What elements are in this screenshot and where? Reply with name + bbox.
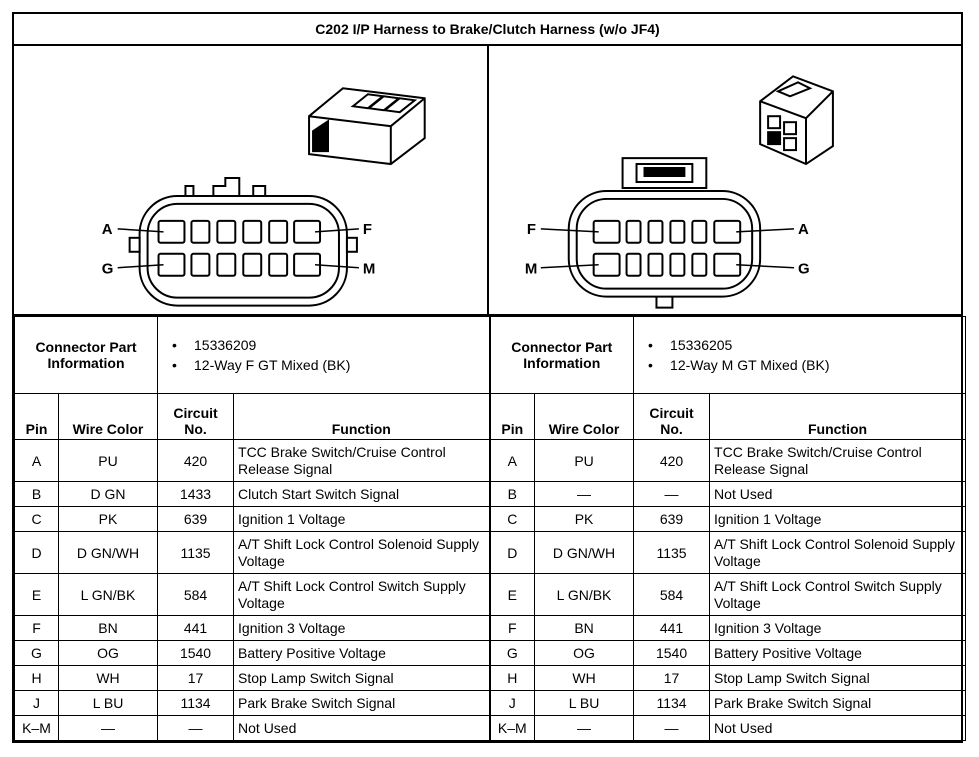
header-circuit: Circuit No. (634, 394, 710, 440)
left-info-list (158, 317, 490, 394)
pin-cell: A (15, 440, 59, 482)
wire-color-cell: — (535, 716, 634, 741)
wire-color-cell: BN (535, 616, 634, 641)
function-cell: A/T Shift Lock Control Switch Supply Voltage (234, 574, 490, 616)
header-circuit: Circuit No. (158, 394, 234, 440)
function-cell: Not Used (710, 716, 966, 741)
wire-color-cell: — (535, 482, 634, 507)
table-row (15, 482, 966, 507)
circuit-cell: 17 (158, 666, 234, 691)
pin-cell: C (15, 507, 59, 532)
connector-info-row (15, 317, 966, 394)
function-cell: Ignition 3 Voltage (234, 616, 490, 641)
wire-color-cell: OG (59, 641, 158, 666)
wire-color-cell: D GN/WH (535, 532, 634, 574)
circuit-cell: 441 (158, 616, 234, 641)
wire-color-cell: OG (535, 641, 634, 666)
sheet-title: C202 I/P Harness to Brake/Clutch Harness (w/o JF4) (14, 14, 961, 46)
pin-label-m: M (524, 260, 537, 278)
table-row (15, 616, 966, 641)
pin-cell: B (15, 482, 59, 507)
pin-cell: D (490, 532, 535, 574)
pin-cell: K–M (15, 716, 59, 741)
female-connector-drawing (14, 46, 487, 314)
function-cell: Stop Lamp Switch Signal (710, 666, 966, 691)
table-row (15, 716, 966, 741)
female-connector-3d-icon (309, 88, 425, 164)
wire-color-cell: L BU (59, 691, 158, 716)
wire-color-cell: D GN/WH (59, 532, 158, 574)
table-row (15, 691, 966, 716)
function-cell: Battery Positive Voltage (234, 641, 490, 666)
pinout-rows (15, 440, 966, 741)
pin-label-a: A (101, 220, 113, 238)
circuit-cell: 420 (158, 440, 234, 482)
circuit-cell: 639 (634, 507, 710, 532)
wire-color-cell: WH (535, 666, 634, 691)
pin-cell: F (490, 616, 535, 641)
circuit-cell: 1433 (158, 482, 234, 507)
right-connector-diagram (489, 46, 962, 314)
function-cell: A/T Shift Lock Control Switch Supply Voltage (710, 574, 966, 616)
function-cell: A/T Shift Lock Control Solenoid Supply Voltage (710, 532, 966, 574)
connector-sheet (12, 12, 963, 743)
circuit-cell: 1135 (634, 532, 710, 574)
table-row (15, 574, 966, 616)
header-pin: Pin (490, 394, 535, 440)
pin-label-g: G (797, 260, 810, 278)
left-part-number: • 15336209 (194, 335, 485, 355)
pin-cell: J (15, 691, 59, 716)
right-part-number: • 15336205 (670, 335, 961, 355)
circuit-cell: 1134 (158, 691, 234, 716)
pin-label-a: A (797, 220, 809, 238)
left-info-label: Connector Part Information (15, 317, 158, 394)
circuit-cell: 1540 (158, 641, 234, 666)
header-function: Function (234, 394, 490, 440)
pin-cell: H (490, 666, 535, 691)
left-connector-diagram (14, 46, 489, 314)
wire-color-cell: PU (59, 440, 158, 482)
pin-cell: E (15, 574, 59, 616)
function-cell: Battery Positive Voltage (710, 641, 966, 666)
header-wire-color: Wire Color (59, 394, 158, 440)
pin-cell: A (490, 440, 535, 482)
circuit-cell: 584 (158, 574, 234, 616)
function-cell: TCC Brake Switch/Cruise Control Release Signal (710, 440, 966, 482)
header-function: Function (710, 394, 966, 440)
table-header-row (15, 394, 966, 440)
function-cell: Ignition 1 Voltage (710, 507, 966, 532)
circuit-cell: 17 (634, 666, 710, 691)
table-row (15, 507, 966, 532)
pin-cell: D (15, 532, 59, 574)
circuit-cell: — (634, 716, 710, 741)
function-cell: Not Used (710, 482, 966, 507)
circuit-cell: 1134 (634, 691, 710, 716)
pin-label-m: M (362, 260, 376, 278)
right-info-list (634, 317, 966, 394)
function-cell: Stop Lamp Switch Signal (234, 666, 490, 691)
wire-color-cell: PU (535, 440, 634, 482)
wire-color-cell: PK (535, 507, 634, 532)
right-connector-type: • 12-Way M GT Mixed (BK) (670, 355, 961, 375)
function-cell: A/T Shift Lock Control Solenoid Supply Voltage (234, 532, 490, 574)
table-row (15, 440, 966, 482)
male-connector-3d-icon (760, 76, 833, 164)
wire-color-cell: PK (59, 507, 158, 532)
pin-cell: G (490, 641, 535, 666)
function-cell: Not Used (234, 716, 490, 741)
circuit-cell: 639 (158, 507, 234, 532)
pin-cell: H (15, 666, 59, 691)
circuit-cell: 420 (634, 440, 710, 482)
wire-color-cell: L GN/BK (535, 574, 634, 616)
header-wire-color: Wire Color (535, 394, 634, 440)
pin-cell: J (490, 691, 535, 716)
wire-color-cell: L BU (535, 691, 634, 716)
pin-cell: B (490, 482, 535, 507)
function-cell: TCC Brake Switch/Cruise Control Release Signal (234, 440, 490, 482)
wire-color-cell: BN (59, 616, 158, 641)
wire-color-cell: WH (59, 666, 158, 691)
pin-cell: C (490, 507, 535, 532)
circuit-cell: 1540 (634, 641, 710, 666)
pin-label-f: F (526, 220, 536, 238)
pin-cell: G (15, 641, 59, 666)
pin-cell: F (15, 616, 59, 641)
pin-cell: E (490, 574, 535, 616)
pin-label-g: G (101, 260, 114, 278)
circuit-cell: 1135 (158, 532, 234, 574)
function-cell: Park Brake Switch Signal (710, 691, 966, 716)
circuit-cell: — (158, 716, 234, 741)
pin-label-f: F (362, 220, 373, 238)
circuit-cell: 584 (634, 574, 710, 616)
pinout-table (14, 316, 966, 741)
right-info-label: Connector Part Information (490, 317, 634, 394)
left-connector-type: • 12-Way F GT Mixed (BK) (194, 355, 485, 375)
wire-color-cell: — (59, 716, 158, 741)
diagram-row (14, 46, 961, 316)
wire-color-cell: D GN (59, 482, 158, 507)
function-cell: Ignition 3 Voltage (710, 616, 966, 641)
wire-color-cell: L GN/BK (59, 574, 158, 616)
header-pin: Pin (15, 394, 59, 440)
pin-cell: K–M (490, 716, 535, 741)
table-row (15, 532, 966, 574)
function-cell: Park Brake Switch Signal (234, 691, 490, 716)
table-row (15, 641, 966, 666)
male-connector-drawing (489, 46, 962, 314)
function-cell: Clutch Start Switch Signal (234, 482, 490, 507)
function-cell: Ignition 1 Voltage (234, 507, 490, 532)
table-row (15, 666, 966, 691)
circuit-cell: 441 (634, 616, 710, 641)
circuit-cell: — (634, 482, 710, 507)
